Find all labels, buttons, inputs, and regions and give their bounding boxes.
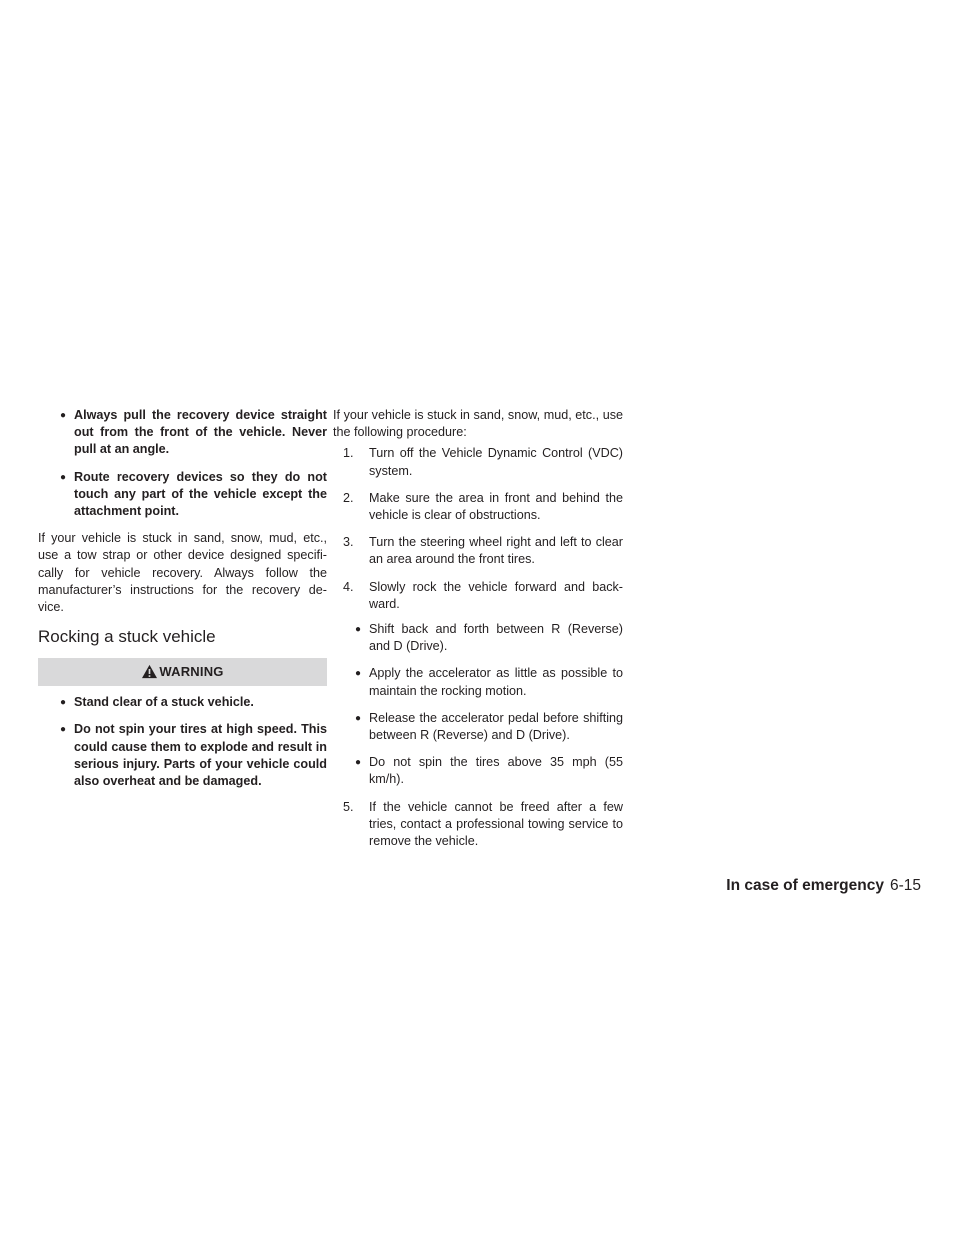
page-number: 6-15 — [889, 877, 921, 894]
procedure-steps — [333, 445, 623, 850]
list-item: ● Stand clear of a stuck vehicle. — [38, 694, 327, 711]
warning-triangle-icon — [141, 664, 158, 679]
section-heading: Rocking a stuck vehicle — [38, 627, 216, 647]
step-number: 4. — [343, 579, 354, 594]
bullet-icon: ● — [60, 697, 67, 709]
list-item: ● Release the accelerator pedal before shifting between R (Reverse) and D (Drive). — [355, 710, 623, 743]
bullet-icon: ● — [355, 624, 362, 636]
warning-box — [38, 658, 327, 790]
procedure-intro: If your vehicle is stuck in sand, snow, mud, etc., use the following procedure: — [333, 408, 623, 440]
list-item: ● Always pull the recovery device straight out from the front of the vehicle. Never pull at an angle. — [60, 408, 327, 457]
rocking-sub-bullets — [333, 621, 623, 789]
bullet-icon: ● — [60, 410, 67, 421]
warning-title: WARNING — [159, 663, 224, 679]
warning-header — [38, 658, 327, 684]
footer-section-title: In case of emergency — [726, 877, 884, 894]
list-item: ● Apply the accelerator as little as possible to maintain the rocking motion. — [355, 666, 623, 698]
bullet-icon: ● — [355, 668, 362, 680]
bullet-icon: ● — [355, 712, 362, 724]
recovery-paragraph: If your vehicle is stuck in sand, snow, mud, etc., use a tow strap or other device designed specifi- cally for vehicle recovery. Always follow the manufacturer’s instructions for the recovery de- vice. — [38, 531, 327, 615]
warning-body — [38, 686, 327, 790]
step-number: 2. — [343, 490, 354, 505]
list-item: ● Do not spin the tires above 35 mph (55 km/h). — [355, 755, 623, 787]
step-number: 3. — [343, 535, 354, 550]
page-footer — [0, 876, 921, 896]
bullet-icon: ● — [60, 724, 67, 736]
step-item: 4. Slowly rock the vehicle forward and back- ward. ● Shift back and forth between R (Reverse) and D (Drive). ● Apply the accelerator as little as possible to maintain the rocking motion. ● Release the accelerator pedal before shifting between R (Reverse) and D (Drive). ● Do not spin the tires above 35 mph (55 km/h). — [333, 579, 623, 789]
list-item: ● Do not spin your tires at high speed. This could cause them to explode and result in serious injury. Parts of your vehicle could also overheat and be damaged. — [60, 722, 327, 789]
step-item: 2. Make sure the area in front and behind the vehicle is clear of obstructions. — [343, 490, 623, 523]
left-column — [38, 407, 327, 800]
step-item: 5. If the vehicle cannot be freed after a few tries, contact a professional towing service to remove the vehicle. — [343, 799, 623, 849]
step-item: 3. Turn the steering wheel right and left to clear an area around the front tires. — [343, 535, 623, 567]
step-item: 1. Turn off the Vehicle Dynamic Control (VDC) system. — [343, 446, 623, 478]
list-item: ● Route recovery devices so they do not touch any part of the vehicle except the attachment point. — [60, 469, 327, 519]
step-number: 5. — [343, 799, 354, 814]
list-item: ● Shift back and forth between R (Reverse) and D (Drive). — [355, 622, 623, 654]
step-number: 1. — [343, 446, 354, 461]
bullet-icon: ● — [355, 757, 362, 769]
bullet-icon: ● — [60, 471, 67, 483]
recovery-bullets — [38, 407, 327, 520]
right-column — [333, 407, 623, 860]
